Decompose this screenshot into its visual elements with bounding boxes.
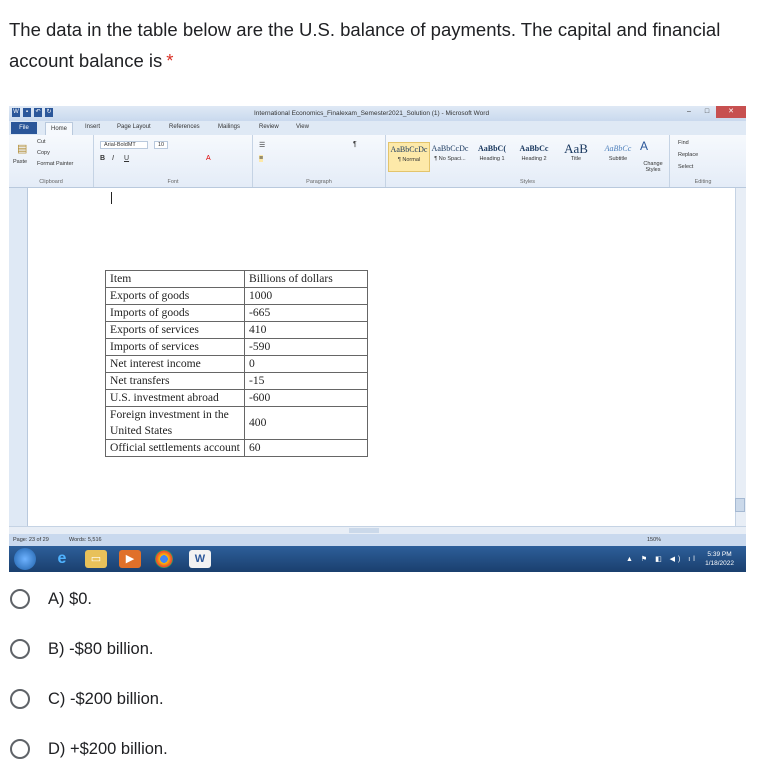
styles-group [386, 135, 670, 187]
font-group [94, 135, 253, 187]
option-b[interactable] [10, 635, 153, 663]
copy-button[interactable]: Copy [37, 150, 50, 156]
ribbon [9, 135, 746, 188]
style-sample: AaBbCc [604, 144, 632, 153]
close-button[interactable]: ✕ [716, 106, 746, 118]
system-clock[interactable] [705, 550, 734, 568]
left-ruler [9, 188, 28, 526]
window-controls [680, 106, 746, 118]
option-label: B) -$80 billion. [48, 639, 154, 658]
styles-label: Styles [520, 179, 535, 185]
change-styles-icon: A [640, 139, 649, 153]
question-text [9, 14, 744, 76]
maximize-button[interactable]: □ [704, 108, 710, 115]
undo-icon: ↶ [35, 109, 41, 115]
tab-mailings[interactable]: Mailings [218, 124, 241, 130]
select-button[interactable]: Select [678, 164, 694, 170]
pilcrow-icon[interactable]: ¶ [353, 141, 357, 148]
format-painter-button[interactable]: Format Painter [37, 161, 74, 167]
radio-button[interactable] [10, 739, 30, 759]
item-cell: Imports of services [106, 339, 245, 356]
editing-group [670, 135, 736, 187]
clipboard-group [9, 135, 94, 187]
folder-icon[interactable]: ▭ [85, 550, 107, 568]
item-cell: Exports of goods [106, 288, 245, 305]
radio-button[interactable] [10, 639, 30, 659]
clock-time: 5:39 PM [707, 551, 732, 558]
word-count: Words: 5,516 [69, 537, 102, 543]
system-tray-icons[interactable]: ▲ ⚑ ◧ ◀) ıl [626, 556, 698, 563]
paragraph-group [253, 135, 386, 187]
tab-page-layout[interactable]: Page Layout [117, 124, 151, 130]
item-cell: Net transfers [106, 373, 245, 390]
quick-access-toolbar [12, 108, 53, 117]
value-cell: -600 [245, 390, 368, 407]
value-cell: -590 [245, 339, 368, 356]
redo-icon: ↻ [46, 109, 52, 115]
paragraph-label: Paragraph [306, 179, 332, 185]
page-count: Page: 23 of 29 [13, 537, 49, 543]
start-button[interactable] [14, 548, 36, 570]
value-cell: -665 [245, 305, 368, 322]
internet-explorer-icon[interactable]: e [57, 550, 67, 567]
value-cell: 410 [245, 322, 368, 339]
option-d[interactable] [10, 735, 168, 763]
zoom-level[interactable]: 150% [647, 537, 662, 543]
window-title: International Economics_Finalexam_Semester2021_Solution (1) - Microsoft Word [254, 110, 490, 117]
value-cell: 1000 [245, 288, 368, 305]
item-cell: Exports of services [106, 322, 245, 339]
table-row [106, 339, 368, 356]
style-subtitle[interactable] [598, 142, 638, 170]
chrome-icon[interactable] [155, 550, 173, 568]
table-header: Billions of dollars [245, 271, 368, 288]
style-name: Title [570, 156, 582, 162]
tab-insert[interactable]: Insert [85, 124, 101, 130]
table-row [106, 288, 368, 305]
bullets-icon[interactable]: ☰ [259, 142, 266, 149]
value-cell: 400 [245, 407, 368, 440]
title-bar [9, 106, 746, 121]
clipboard-label: Clipboard [39, 179, 63, 185]
style-title[interactable] [556, 142, 596, 170]
save-icon: ▪ [23, 108, 31, 117]
italic-icon[interactable]: I [112, 155, 114, 162]
vertical-scrollbar[interactable] [735, 188, 746, 526]
underline-icon[interactable]: U [124, 155, 130, 162]
style-heading-2[interactable] [514, 142, 554, 170]
editing-label: Editing [694, 179, 712, 185]
table-row [106, 305, 368, 322]
minimize-button[interactable]: – [687, 108, 691, 115]
font-name-select[interactable]: Arial-BoldMT [100, 141, 148, 149]
change-styles-button[interactable]: Change Styles [643, 161, 663, 173]
required-asterisk: * [166, 50, 174, 71]
table-row [106, 322, 368, 339]
question-title: The data in the table below are the U.S. balance of payments. The capital and financial account balance is [9, 19, 721, 71]
item-cell: U.S. investment abroad [106, 390, 245, 407]
table-row [106, 373, 368, 390]
style-sample: AaBbCcDc [390, 145, 428, 154]
table-row [106, 407, 368, 440]
table-header-row [106, 271, 368, 288]
find-button[interactable]: Find [678, 140, 689, 146]
style-heading-1[interactable] [472, 142, 512, 170]
word-logo-icon: W [13, 109, 19, 115]
style-name: Heading 2 [521, 156, 547, 162]
text-cursor [111, 192, 112, 204]
style-sample: AaB [564, 141, 588, 156]
item-cell: Imports of goods [106, 305, 245, 322]
taskbar [9, 546, 746, 572]
table-header: Item [106, 271, 245, 288]
media-player-icon[interactable]: ▶ [119, 550, 141, 568]
value-cell: 60 [245, 440, 368, 457]
style-name: Subtitle [608, 156, 628, 162]
value-cell: 0 [245, 356, 368, 373]
font-size-select[interactable]: 10 [154, 141, 168, 149]
paste-icon: ▤ [17, 143, 28, 155]
value-cell: -15 [245, 373, 368, 390]
style-sample: AaBbCc [519, 144, 549, 153]
font-label: Font [167, 179, 179, 185]
clock-date: 1/18/2022 [705, 560, 734, 567]
cut-button[interactable]: Cut [37, 139, 46, 145]
option-label: A) $0. [48, 589, 93, 608]
scroll-thumb[interactable] [349, 528, 379, 533]
style-sample: AaBbCcDc [431, 144, 469, 153]
font-color-icon[interactable]: A [206, 155, 211, 162]
scroll-thumb[interactable] [735, 498, 745, 512]
word-screenshot [9, 106, 746, 572]
style-name: Heading 1 [479, 156, 505, 162]
radio-button[interactable] [10, 689, 30, 709]
option-a[interactable] [10, 585, 92, 613]
table-row [106, 390, 368, 407]
style-normal[interactable] [388, 142, 430, 172]
tab-references[interactable]: References [169, 124, 200, 130]
bold-icon[interactable]: B [100, 155, 106, 162]
option-label: D) +$200 billion. [48, 739, 168, 758]
table-row [106, 440, 368, 457]
balance-of-payments-table [105, 270, 368, 457]
tab-home[interactable]: Home [45, 122, 73, 136]
word-taskbar-icon[interactable]: W [189, 550, 211, 568]
option-label: C) -$200 billion. [48, 689, 164, 708]
tab-view[interactable]: View [296, 124, 309, 130]
style-sample: AaBbC( [477, 144, 506, 153]
option-c[interactable] [10, 685, 164, 713]
tab-file[interactable]: File [11, 122, 37, 134]
style-name: ¶ No Spaci... [434, 156, 466, 162]
item-cell: Net interest income [106, 356, 245, 373]
item-cell: Foreign investment in the United States [106, 407, 245, 440]
ribbon-tabs [9, 121, 746, 135]
item-cell: Official settlements account [106, 440, 245, 457]
status-bar [9, 534, 746, 546]
replace-button[interactable]: Replace [678, 152, 699, 158]
radio-button[interactable] [10, 589, 30, 609]
style-name: ¶ Normal [397, 157, 421, 163]
tab-review[interactable]: Review [259, 124, 279, 130]
style-no-spacing[interactable] [430, 142, 470, 170]
align-left-icon[interactable]: ≡ [259, 155, 264, 162]
paste-button[interactable]: Paste [13, 159, 28, 165]
table-row [106, 356, 368, 373]
